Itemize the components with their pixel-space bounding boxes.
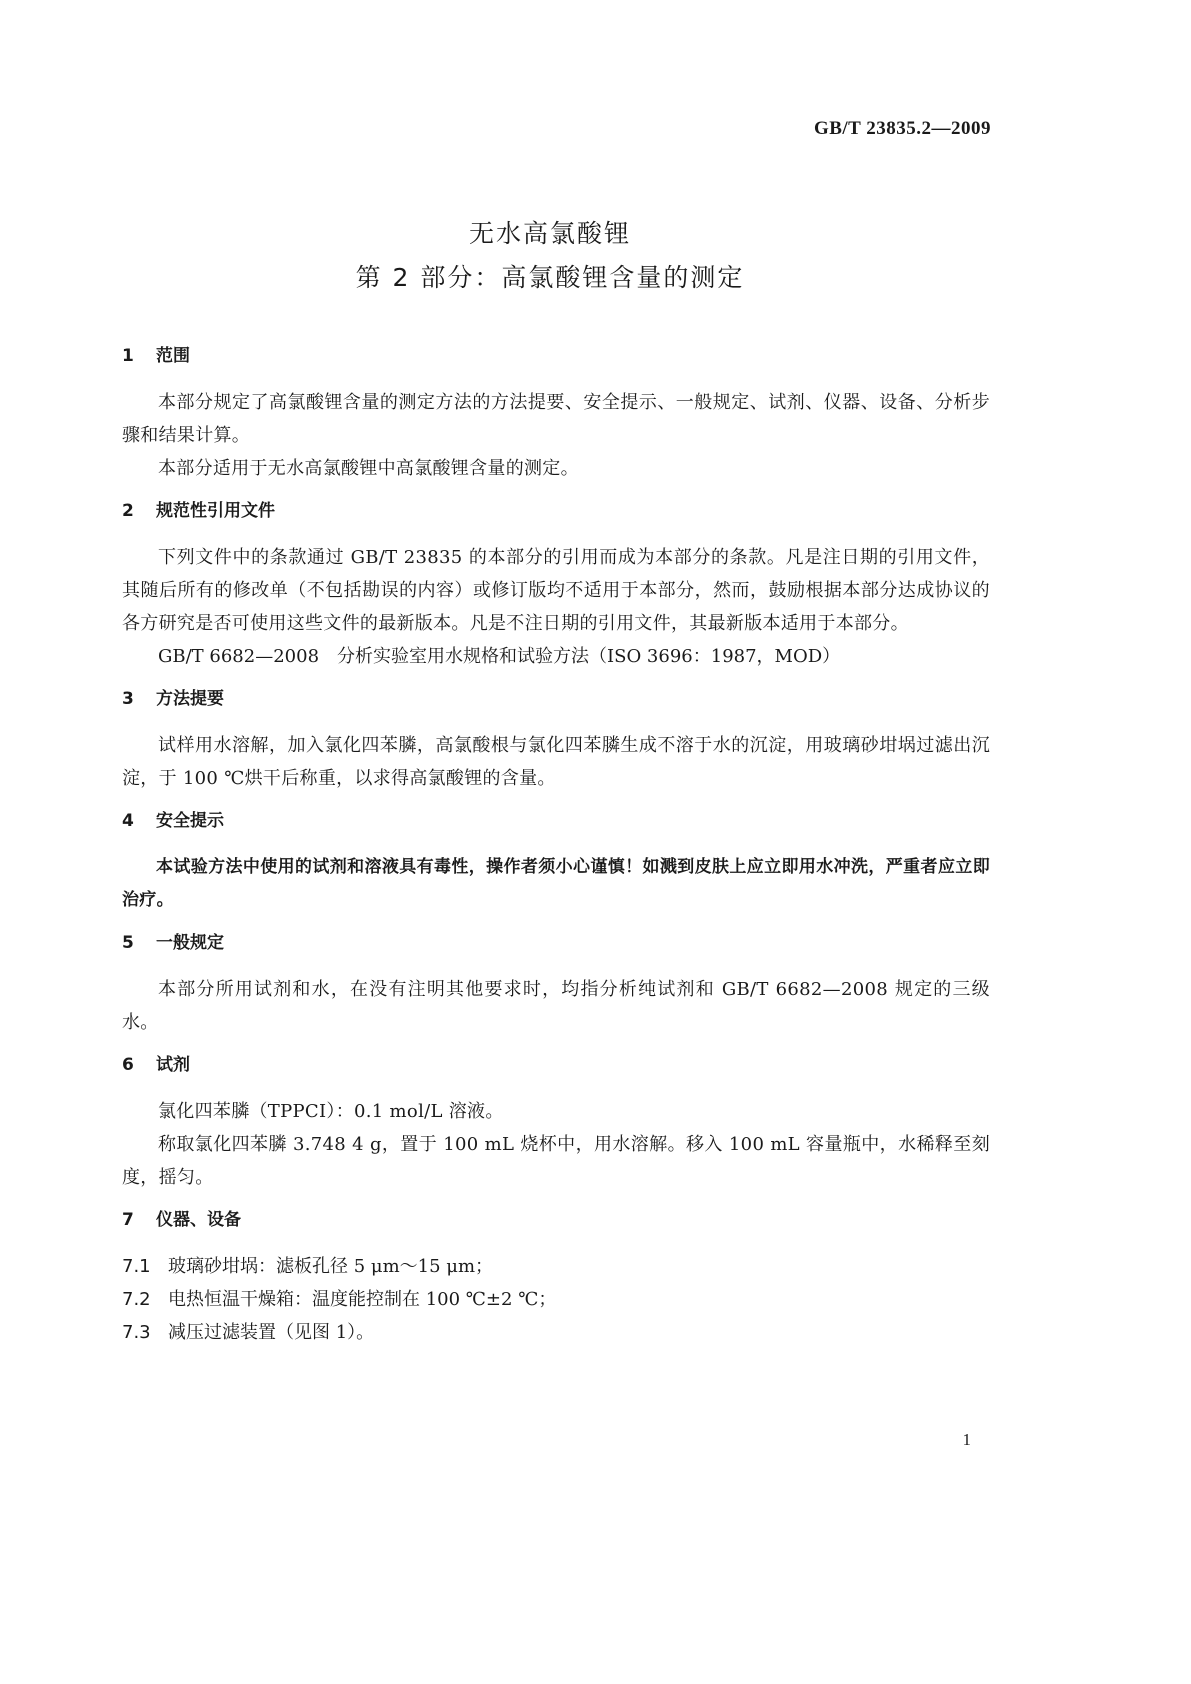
- document-title: [0, 212, 1100, 300]
- section-title: 仪器、设备: [156, 1210, 241, 1230]
- section-1: [122, 340, 990, 485]
- section-2: [122, 495, 990, 673]
- clause-text: 玻璃砂坩埚：滤板孔径 5 μm～15 μm；: [168, 1256, 494, 1277]
- title-line-1: 无水高氯酸锂: [468, 219, 631, 248]
- section-heading: [122, 805, 990, 838]
- section-heading: [122, 927, 990, 960]
- paragraph: 称取氯化四苯膦 3.748 4 g，置于 100 mL 烧杯中，用水溶解。移入 100 mL 容量瓶中，水稀释至刻度，摇匀。: [122, 1134, 990, 1188]
- section-title: 一般规定: [156, 933, 224, 953]
- paragraph: 氯化四苯膦（TPPCI）：0.1 mol/L 溶液。: [158, 1101, 504, 1122]
- section-4: [122, 805, 990, 917]
- section-title: 安全提示: [156, 811, 224, 831]
- section-title: 试剂: [156, 1055, 190, 1075]
- page-number: 1: [962, 1430, 971, 1449]
- safety-warning: 本试验方法中使用的试剂和溶液具有毒性，操作者须小心谨慎！如溅到皮肤上应立即用水冲洗，严重者应立即治疗。: [122, 857, 990, 910]
- section-number: 5: [122, 933, 134, 953]
- standard-number: GB/T 23835.2—2009: [813, 118, 991, 139]
- clause-number: 7.1: [122, 1256, 151, 1277]
- section-title: 方法提要: [156, 689, 224, 709]
- clause-text: 减压过滤装置（见图 1）。: [168, 1322, 375, 1343]
- paragraph: 本部分所用试剂和水，在没有注明其他要求时，均指分析纯试剂和 GB/T 6682—2008 规定的三级水。: [122, 979, 990, 1033]
- clause-item: [122, 1316, 990, 1349]
- section-heading: [122, 495, 990, 528]
- section-heading: [122, 1204, 990, 1237]
- normative-reference: GB/T 6682—2008 分析实验室用水规格和试验方法（ISO 3696：1987，MOD）: [158, 646, 841, 667]
- section-number: 1: [122, 346, 134, 366]
- section-heading: [122, 683, 990, 716]
- section-number: 7: [122, 1210, 134, 1230]
- section-7: [122, 1204, 990, 1349]
- clause-item: [122, 1283, 990, 1316]
- document-body: [122, 340, 990, 1359]
- paragraph: 下列文件中的条款通过 GB/T 23835 的本部分的引用而成为本部分的条款。凡是注日期的引用文件，其随后所有的修改单（不包括勘误的内容）或修订版均不适用于本部分，然而，鼓励根据本部分达成协议的各方研究是否可使用这些文件的最新版本。凡是不注日期的引用文件，其最新版本适用于本部分。: [122, 547, 990, 634]
- title-line-2: 第 2 部分：高氯酸锂含量的测定: [355, 263, 745, 292]
- section-heading: [122, 340, 990, 373]
- section-5: [122, 927, 990, 1039]
- section-title: 范围: [156, 346, 190, 366]
- section-number: 4: [122, 811, 134, 831]
- section-6: [122, 1049, 990, 1194]
- section-heading: [122, 1049, 990, 1082]
- section-number: 3: [122, 689, 134, 709]
- paragraph: 试样用水溶解，加入氯化四苯膦，高氯酸根与氯化四苯膦生成不溶于水的沉淀，用玻璃砂坩埚过滤出沉淀，于 100 ℃烘干后称重，以求得高氯酸锂的含量。: [122, 735, 990, 789]
- clause-number: 7.3: [122, 1322, 151, 1343]
- section-number: 2: [122, 501, 134, 521]
- paragraph: 本部分规定了高氯酸锂含量的测定方法的方法提要、安全提示、一般规定、试剂、仪器、设备、分析步骤和结果计算。: [122, 392, 990, 446]
- clause-text: 电热恒温干燥箱：温度能控制在 100 ℃±2 ℃；: [168, 1289, 557, 1310]
- clause-item: [122, 1250, 990, 1283]
- section-number: 6: [122, 1055, 134, 1075]
- clause-number: 7.2: [122, 1289, 151, 1310]
- section-title: 规范性引用文件: [156, 501, 275, 521]
- section-3: [122, 683, 990, 795]
- paragraph: 本部分适用于无水高氯酸锂中高氯酸锂含量的测定。: [158, 458, 579, 479]
